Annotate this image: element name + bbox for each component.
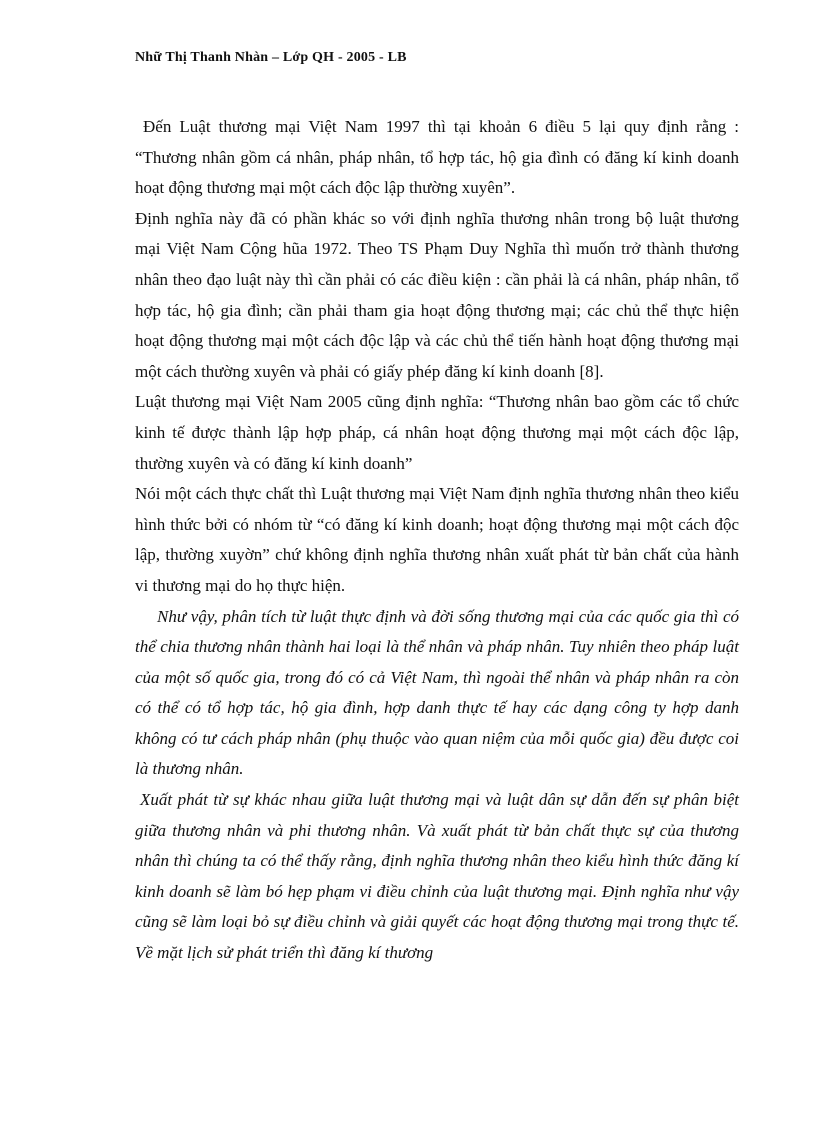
page-header: Nhữ Thị Thanh Nhàn – Lớp QH - 2005 - LB — [135, 50, 407, 65]
paragraph-6: Xuất phát từ sự khác nhau giữa luật thương mại và luật dân sự dẫn đến sự phân biệt giữa thương nhân và phi thương nhân. Và xuất phát từ bản chất thực sự của thương nhân thì chúng ta có thể thấy rằng, định nghĩa thương nhân theo kiểu hình thức đăng kí kinh doanh sẽ làm bó hẹp phạm vi điều chỉnh của luật thương mại. Định nghĩa như vậy cũng sẽ làm loại bỏ sự điều chỉnh và giải quyết các hoạt động thương mại trong thực tế. Về mặt lịch sử phát triển thì đăng kí thương — [135, 790, 739, 963]
paragraph-5: Như vậy, phân tích từ luật thực định và đời sống thương mại của các quốc gia thì có thể chia thương nhân thành hai loại là thể nhân và pháp nhân. Tuy nhiên theo pháp luật của một số quốc gia, trong đó có cả Việt Nam, thì ngoài thể nhân và pháp nhân ra còn có thể có tổ hợp tác, hộ gia đình, hợp danh thực tế hay các dạng công ty hợp danh không có tư cách pháp nhân (phụ thuộc vào quan niệm của mỗi quốc gia) đều được coi là thương nhân. — [135, 606, 739, 779]
paragraph-4: Nói một cách thực chất thì Luật thương mại Việt Nam định nghĩa thương nhân theo kiểu hình thức bởi có nhóm từ “có đăng kí kinh doanh; hoạt động thương mại một cách độc lập, thường xuyờn” chứ không định nghĩa thương nhân xuất phát từ bản chất của hành vi thương mại do họ thực hiện. — [135, 484, 739, 595]
paragraph-3: Luật thương mại Việt Nam 2005 cũng định nghĩa: “Thương nhân bao gồm các tổ chức kinh tế được thành lập hợp pháp, cá nhân hoạt động thương mại một cách độc lập, thường xuyên và có đăng kí kinh doanh” — [135, 392, 739, 473]
document-body — [135, 112, 739, 969]
paragraph-1: Đến Luật thương mại Việt Nam 1997 thì tại khoản 6 điều 5 lại quy định rằng : “Thương nhân gồm cá nhân, pháp nhân, tổ hợp tác, hộ gia đình có đăng kí kinh doanh hoạt động thương mại một cách độc lập thường xuyên”. — [135, 117, 739, 198]
paragraph-2: Định nghĩa này đã có phần khác so với định nghĩa thương nhân trong bộ luật thương mại Việt Nam Cộng hũa 1972. Theo TS Phạm Duy Nghĩa thì muốn trở thành thương nhân theo đạo luật này thì cần phải có các điều kiện : cần phải là cá nhân, pháp nhân, tổ hợp tác, hộ gia đình; cần phải tham gia hoạt động thương mại; các chủ thể thực hiện hoạt động thương mại một cách độc lập và các chủ thể tiến hành hoạt động thương mại một cách thường xuyên và phải có giấy phép đăng kí kinh doanh [8]. — [135, 208, 739, 381]
